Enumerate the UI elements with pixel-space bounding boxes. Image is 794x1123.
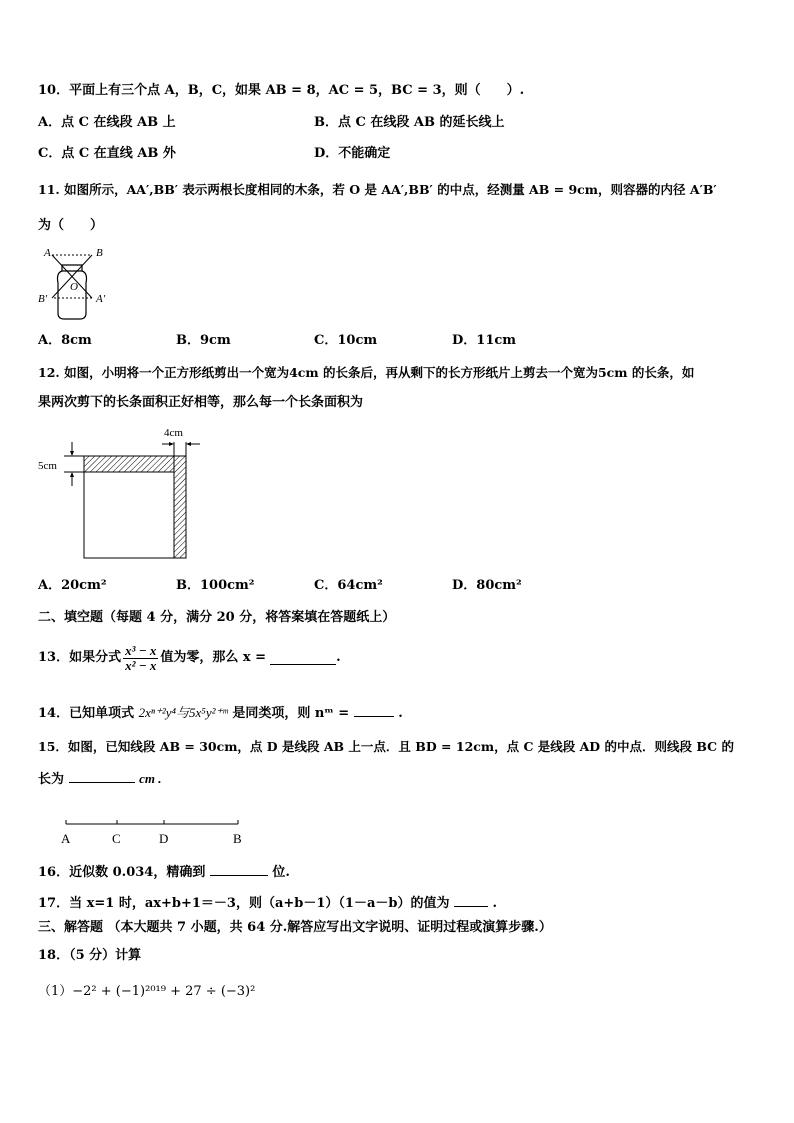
q14-prefix: 14．已知单项式 [38, 706, 135, 721]
q14-suffix: 是同类项，则 nᵐ = [232, 706, 350, 721]
q18-part-1: （1）−2² + (−1)²⁰¹⁹ + 27 ÷ (−3)² [38, 984, 256, 999]
q15-unit: cm . [139, 771, 162, 786]
q15-answer-blank[interactable] [69, 769, 135, 783]
q11-stem: 11. 如图所示，AA′,BB′ 表示两根长度相同的木条，若 O 是 AA′,BB′ 的中点，经测量 AB = 9cm，则容器的内径 A′B′ [38, 182, 717, 197]
q13-prefix: 13．如果分式 [38, 650, 122, 665]
point-b-label: B [233, 831, 242, 846]
label-a-prime: A′ [96, 293, 106, 305]
q11-option-a: A．8cm [38, 333, 92, 348]
label-b-prime: B′ [38, 293, 48, 305]
q13-denominator: x² − x [125, 657, 157, 673]
q11-option-b: B．9cm [176, 333, 231, 348]
q15-stem: 15．如图，已知线段 AB = 30cm，点 D 是线段 AB 上一点．且 BD = 12cm，点 C 是线段 AD 的中点．则线段 BC 的 [38, 739, 734, 754]
q10-option-a: A．点 C 在线段 AB 上 [38, 115, 176, 130]
q11-option-c: C．10cm [314, 333, 378, 348]
q11-container-figure [38, 243, 118, 325]
point-a-label: A [61, 831, 71, 846]
label-4cm: 4cm [164, 427, 183, 439]
q15-prefix: 长为 [38, 772, 65, 787]
q13 [38, 641, 341, 675]
strip-4cm [174, 456, 186, 558]
q13-fraction [123, 644, 158, 673]
q10-option-d: D．不能确定 [314, 146, 391, 161]
q17-prefix: 17．当 x=1 时，ax+b+1＝－3，则（a+b－1）（1－a－b）的值为 [38, 896, 450, 911]
label-5cm: 5cm [38, 460, 57, 472]
q14-answer-blank[interactable] [354, 703, 394, 717]
q15-segment-figure [56, 814, 256, 850]
q12-option-d: D．80cm² [452, 578, 522, 593]
q12-option-c: C．64cm² [314, 578, 383, 593]
q16 [38, 862, 290, 882]
section-3-heading: 三、解答题 （本大题共 7 小题，共 64 分.解答应写出文字说明、证明过程或演算步骤.） [38, 920, 552, 935]
q12-stem-cont: 果两次剪下的长条面积正好相等，那么每一个长条面积为 [38, 395, 364, 410]
q18-title: 18．（5 分）计算 [38, 948, 142, 963]
point-c-label: C [112, 831, 121, 846]
q13-answer-blank[interactable] [270, 651, 336, 665]
q12-stem: 12. 如图，小明将一个正方形纸剪出一个宽为4cm 的长条后，再从剩下的长方形纸片上剪去一个宽为5cm 的长条，如 [38, 365, 695, 380]
q16-prefix: 16．近似数 0.034，精确到 [38, 865, 206, 880]
q10-option-b: B．点 C 在线段 AB 的延长线上 [314, 115, 505, 130]
q10-option-c: C．点 C 在直线 AB 外 [38, 146, 176, 161]
q14 [38, 703, 403, 723]
q15-stem-cont [38, 769, 161, 789]
point-d-label: D [159, 831, 169, 846]
q10-stem: 10．平面上有三个点 A，B，C，如果 AB = 8，AC = 5，BC = 3，则（ ）. [38, 83, 525, 98]
q13-numerator: x³ − x [125, 642, 157, 658]
q12-option-b: B．100cm² [176, 578, 255, 593]
q13-end: . [336, 650, 341, 665]
q12-option-a: A．20cm² [38, 578, 107, 593]
label-o: O [70, 281, 78, 293]
q13-suffix: 值为零，那么 x = [160, 650, 267, 665]
q11-option-d: D．11cm [452, 333, 517, 348]
q17 [38, 893, 497, 913]
q17-end: . [492, 896, 498, 911]
q16-suffix: 位. [272, 865, 290, 880]
q14-end: . [398, 706, 403, 721]
q11-stem-cont: 为（ ） [38, 218, 104, 233]
q12-square-figure [36, 424, 206, 564]
q14-expression: 2xⁿ⁺²y⁴与5x⁵y²⁺ᵐ [138, 705, 228, 720]
q17-answer-blank[interactable] [454, 893, 488, 907]
label-a: A [44, 247, 51, 259]
label-b: B [96, 247, 103, 259]
q16-answer-blank[interactable] [210, 862, 268, 876]
strip-5cm [84, 456, 174, 472]
section-2-heading: 二、填空题（每题 4 分，满分 20 分，将答案填在答题纸上） [38, 610, 396, 625]
